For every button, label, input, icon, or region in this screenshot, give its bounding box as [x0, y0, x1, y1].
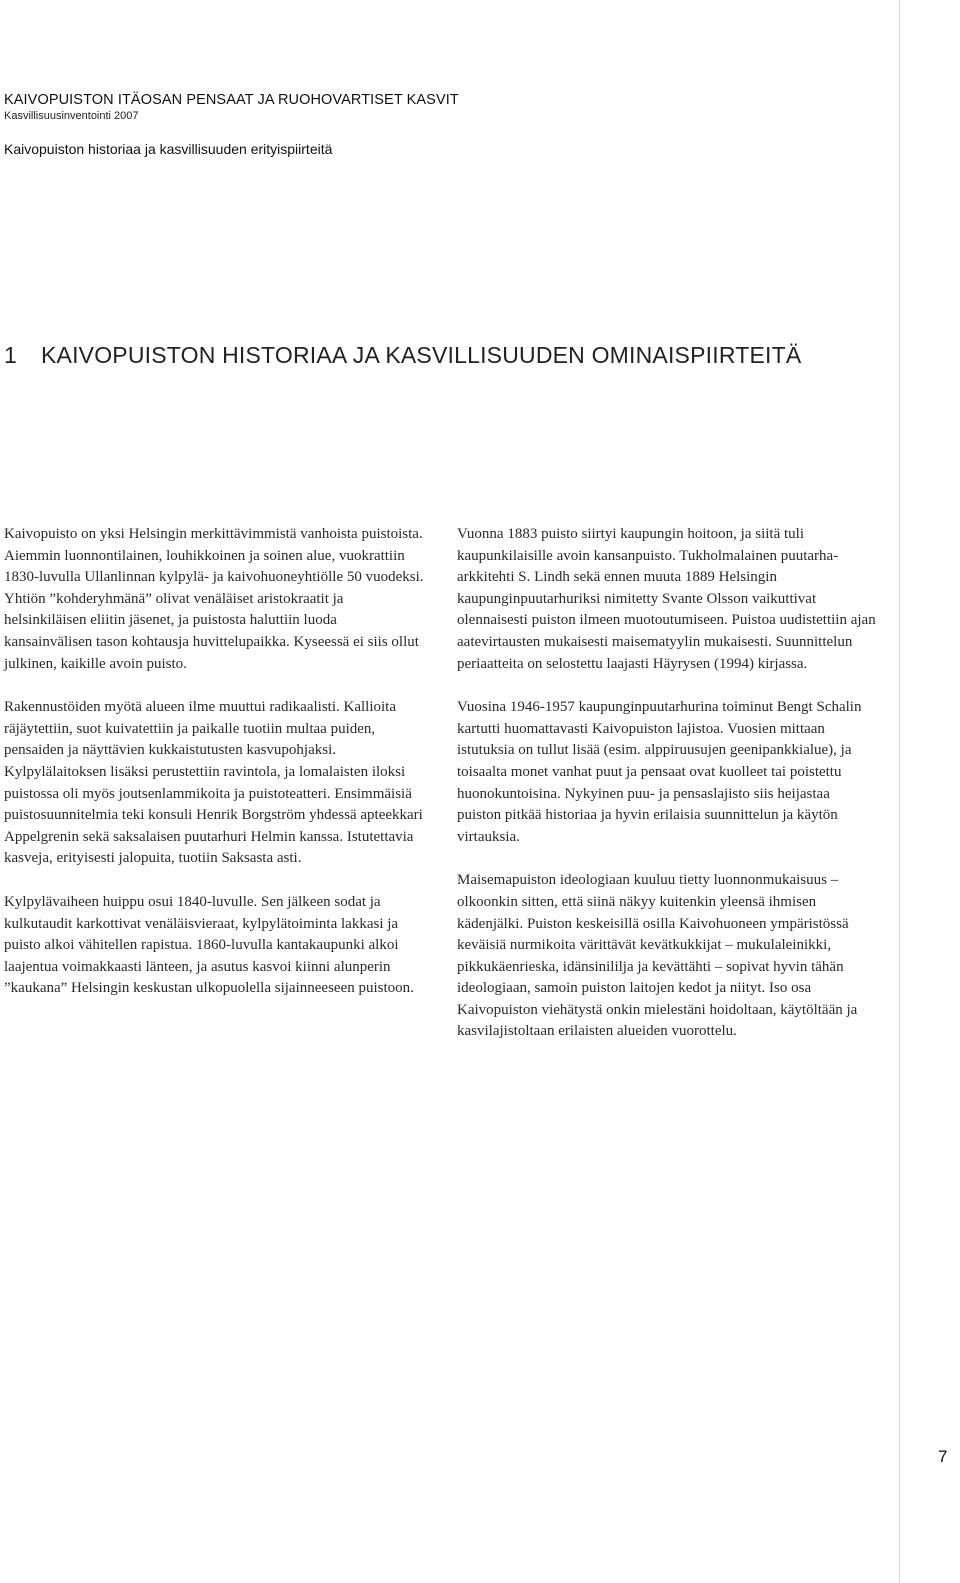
chapter-heading — [4, 342, 801, 369]
paragraph: Kaivopuisto on yksi Helsingin merkittävimmistä vanhoista puistoista. Aiemmin luonnontilainen, louhikkoinen ja soinen alue, vuokrattiin 1830-luvulla Ullanlinnan kylpylä- ja kaivohuoneyhtiölle 50 vuodeksi. Yhtiön ”kohderyhmänä” olivat venäläiset aristokraatit ja helsinkiläisen eliitin jäsenet, ja puistosta haluttiin luoda kansainvälisen tason kohtausja huvittelupaikka. Kyseessä ei siis ollut julkinen, kaikille avoin puisto. — [4, 526, 424, 672]
margin-rule — [899, 0, 900, 1583]
left-column — [4, 524, 424, 1022]
paragraph: Maisemapuiston ideologiaan kuuluu tietty luonnonmukaisuus – olkoonkin sitten, että siinä näkyy kuitenkin yleensä ihmisen kädenjälki. Puiston keskeisillä osilla Kaivohuoneen ympäristössä keväisiä nurmikoita värittävät kevätkukkijat – mukulaleinikki, pikkukäenrieska, idänsinililja ja kevättähti – sopivat hyvin tähän ideologiaan, samoin puiston laitojen kedot ja niityt. Iso osa Kaivopuiston viehätystä onkin mielestäni hoidoltaan, käytöltään ja kasvilajistoltaan erilaisten alueiden vuorottelu. — [457, 872, 858, 1040]
paragraph: Vuonna 1883 puisto siirtyi kaupungin hoitoon, ja siitä tuli kaupunkilaisille avoin kansanpuisto. Tukholmalainen puutarha-arkkitehti S. Lindh sekä ennen muuta 1889 Helsingin kaupunginpuutarhuriksi nimitetty Svante Olsson vaikuttivat olennaisesti puiston ilmeen muotoutumiseen. Puistoa uudistettiin ajan aatevirtausten mukaisesti maisematyylin mukaisesti. Suunnittelun periaatteita on selostettu laajasti Häyrysen (1994) kirjassa. — [457, 526, 876, 672]
paragraph: Kylpylävaiheen huippu osui 1840-luvulle. Sen jälkeen sodat ja kulkutaudit karkottivat venäläisvieraat, kylpylätoiminta lakkasi ja puisto alkoi vähitellen rapistua. 1860-luvulla kantakaupunki alkoi laajentua voimakkaasti länteen, ja asutus kasvoi kiinni alunperin ”kaukana” Helsingin keskustan ulkopuolella sijainneeseen puistoon. — [4, 893, 414, 997]
page-number: 7 — [938, 1447, 948, 1466]
section-heading: Kaivopuiston historiaa ja kasvillisuuden erityispiirteitä — [4, 141, 333, 157]
paragraph: Rakennustöiden myötä alueen ilme muuttui radikaalisti. Kallioita räjäytettiin, suot kuivatettiin ja paikalle tuotiin multaa puiden, pensaiden ja näyttävien kukkaistutusten kasvupohjaksi. Kylpylälaitoksen lisäksi perustettiin ravintola, ja lomalaisten iloksi puistossa oli myös joutsenlammikoita ja puistoteatteri. Ensimmäisiä puistosuunnitelmia teki konsuli Henrik Borgström yhdessä apteekkari Appelgrenin sekä saksalaisen puutarhuri Helmin kanssa. Istutettavia kasveja, erityisesti jalopuita, tuotiin Saksasta asti. — [4, 699, 423, 867]
document-title: KAIVOPUISTON ITÄOSAN PENSAAT JA RUOHOVARTISET KASVIT — [4, 92, 459, 108]
chapter-number: 1 — [4, 342, 17, 368]
chapter-title: KAIVOPUISTON HISTORIAA JA KASVILLISUUDEN OMINAISPIIRTEITÄ — [41, 342, 802, 368]
paragraph: Vuosina 1946-1957 kaupunginpuutarhurina toiminut Bengt Schalin kartutti huomattavasti Kaivopuiston lajistoa. Vuosien mittaan istutuksia on tullut lisää (esim. alppiruusujen geenipankkialue), ja toisaalta monet vanhat puut ja pensaat ovat kuolleet tai poistettu huonokuntoisina. Nykyinen puu- ja pensaslajisto siis heijastaa puiston pitkää historiaa ja hyvin erilaisia suunnittelun ja käytön virtauksia. — [457, 699, 862, 845]
document-subtitle: Kasvillisuusinventointi 2007 — [4, 110, 139, 122]
right-column — [457, 524, 877, 1065]
